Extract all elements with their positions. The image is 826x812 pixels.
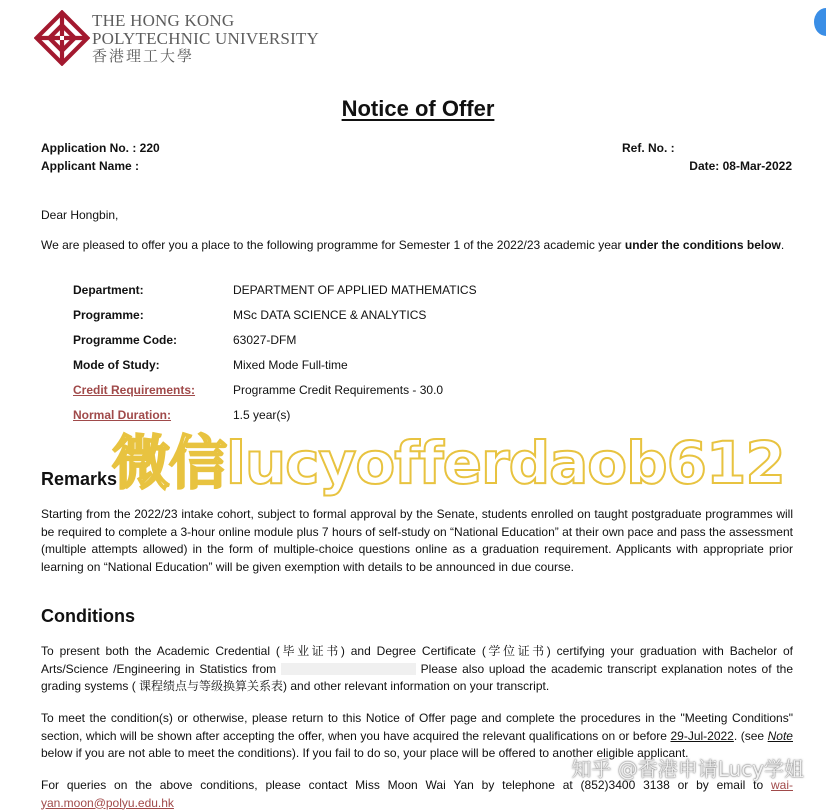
mode-of-study-value: Mixed Mode Full-time xyxy=(233,358,348,372)
remarks-text: Starting from the 2022/23 intake cohort, subject to formal approval by the Senate, students enrolled on taught postgraduate programmes will be required to complete a 3-hour online module plus 7 hours of self-study on “National Education” at their own pace and pass the assessment (multiple attempts allowed) in the form of multiple-choice questions online as a graduation requirement. Applicants with appropriate prior learning on “National Education” will be given exemption with details to be announced in due course. xyxy=(41,507,793,574)
remarks-heading: Remarks xyxy=(41,469,118,489)
programme-label: Programme: xyxy=(73,308,144,322)
conditions-paragraph-2: To meet the condition(s) or otherwise, please return to this Notice of Offer page and complete the procedures in the "Meeting Conditions" section, which will be shown after accepting the offer, when you have acquired the relevant qualifications on or before 29-Jul-2022. (see Note below if you are not able to meet the conditions). If you fail to do so, your place will be offered to another eligible applicant. xyxy=(41,711,793,760)
wechat-watermark: 微信lucyofferdaob612 xyxy=(112,429,785,497)
programme-value: MSc DATA SCIENCE & ANALYTICS xyxy=(233,308,427,322)
page-title: Notice of Offer xyxy=(341,96,495,121)
conditions-heading: Conditions xyxy=(41,606,135,626)
university-name-line1: THE HONG KONG xyxy=(92,11,235,30)
application-number: Application No. : 220 xyxy=(41,141,160,155)
applicant-name: Applicant Name : xyxy=(41,159,140,173)
contact-email-link[interactable]: wai-yan.moon@polyu.edu.hk xyxy=(41,778,793,810)
credit-requirements-link[interactable]: Credit Requirements: xyxy=(73,383,196,397)
department-value: DEPARTMENT OF APPLIED MATHEMATICS xyxy=(233,283,477,297)
credit-requirements-value: Programme Credit Requirements - 30.0 xyxy=(233,383,444,397)
conditions-paragraph-3: For queries on the above conditions, please contact Miss Moon Wai Yan by telephone at (852)3400 3138 or by email to wai-yan.moon@polyu.edu.hk xyxy=(41,778,793,810)
note-link[interactable]: Note xyxy=(767,728,793,743)
university-name-chinese: 香港理工大學 xyxy=(92,49,195,65)
university-name-line2: POLYTECHNIC UNIVERSITY xyxy=(92,29,319,48)
programme-code-label: Programme Code: xyxy=(73,333,178,347)
department-label: Department: xyxy=(73,283,144,297)
normal-duration-value: 1.5 year(s) xyxy=(233,408,291,422)
mode-of-study-label: Mode of Study: xyxy=(73,358,160,372)
intro-paragraph: We are pleased to offer you a place to the following programme for Semester 1 of the 2022/23 academic year under the conditions below. xyxy=(41,238,785,252)
normal-duration-link[interactable]: Normal Duration: xyxy=(73,408,172,422)
deadline-date: 29-Jul-2022 xyxy=(670,728,734,743)
polyu-logo-icon xyxy=(34,10,90,66)
university-name xyxy=(92,12,319,66)
reference-number: Ref. No. : xyxy=(622,141,675,155)
greeting: Dear Hongbin, xyxy=(41,208,119,222)
intro-bold: under the conditions below xyxy=(624,238,781,252)
edge-button[interactable] xyxy=(814,8,826,36)
zhihu-watermark: 知乎 @香港申请Lucy学姐 xyxy=(571,757,804,781)
programme-code-value: 63027-DFM xyxy=(233,333,297,347)
redacted-institution xyxy=(281,663,416,675)
conditions-paragraph-1: To present both the Academic Credential (毕业证书) and Degree Certificate (学位证书) certifying your graduation with Bachelor of Arts/Science /Engineering in Statistics from Please also upload the academic transcript explanation notes of the grading systems ( 课程绩点与等级换算关系表) and other relevant information on your transcript. xyxy=(41,644,794,693)
offer-date: Date: 08-Mar-2022 xyxy=(689,159,792,173)
